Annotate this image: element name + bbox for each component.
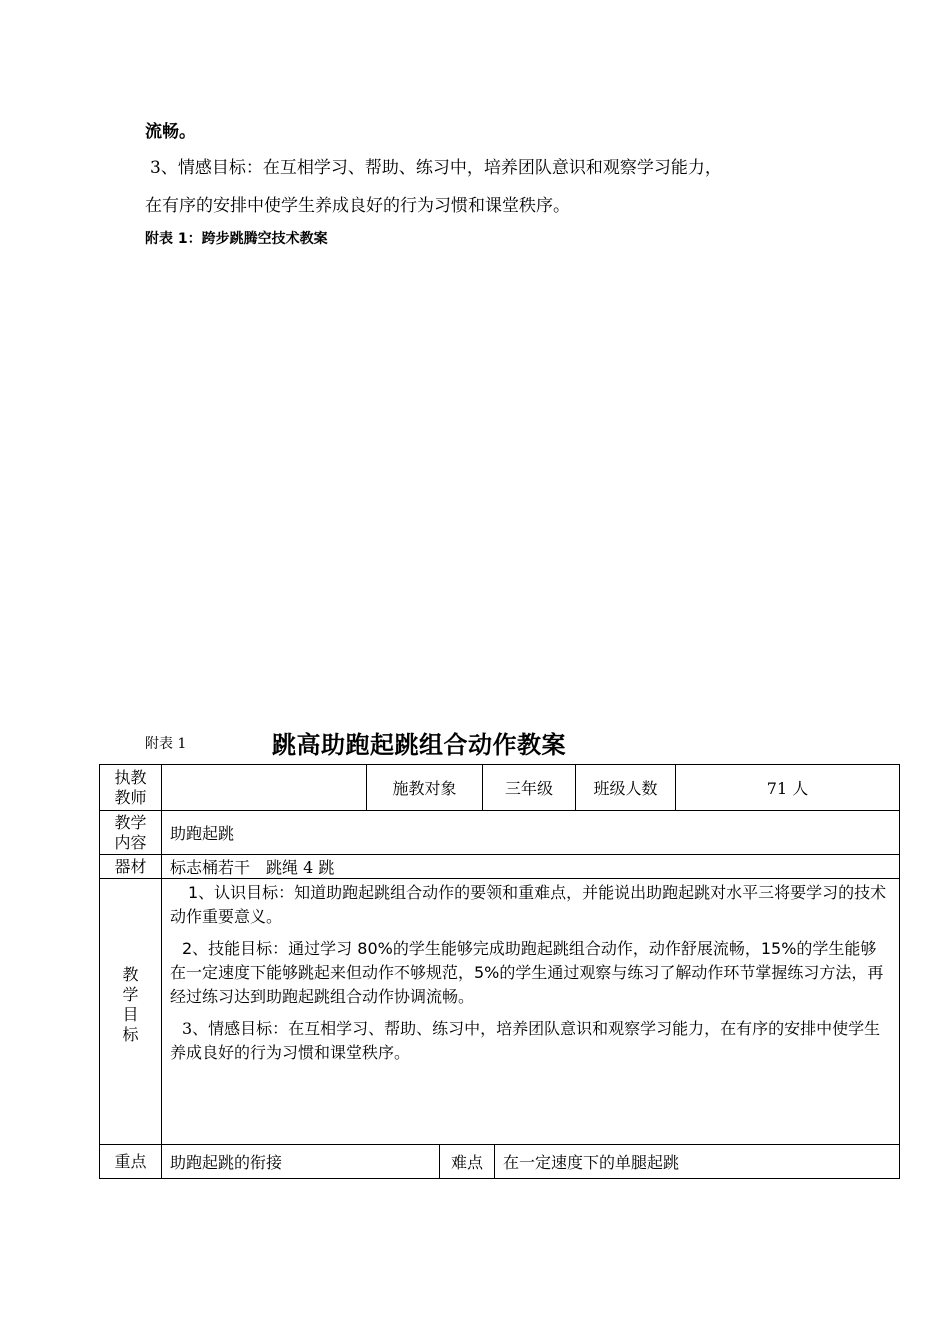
- goals-value-cell: [162, 879, 899, 1144]
- intro-line-2: 3、情感目标：在互相学习、帮助、练习中，培养团队意识和观察学习能力，: [150, 158, 722, 178]
- class-size-label-cell: 班级人数: [576, 765, 676, 810]
- table-row-teacher: [100, 765, 899, 811]
- goal-skill: 2、技能目标：通过学习 80%的学生能够完成助跑起跳组合动作，动作舒展流畅，15%的学生能够在一定速度下能够跳起来但动作不够规范，5%的学生通过观察与练习了解动作环节掌握练习方法，再经过练习达到助跑起跳组合动作协调流畅。: [170, 939, 884, 1006]
- table-title: 跳高助跑起跳组合动作教案: [272, 731, 566, 759]
- appendix-heading: 附表 1：跨步跳腾空技术教案: [145, 231, 328, 247]
- goals-label-char-1: 教: [122, 965, 139, 984]
- goal-cognitive: 1、认识目标：知道助跑起跳组合动作的要领和重难点，并能说出助跑起跳对水平三将要学习的技术动作重要意义。: [170, 883, 887, 926]
- key-label-cell: 重点: [100, 1145, 162, 1178]
- content-label-line-1: 教学: [114, 812, 147, 832]
- content-value-cell: 助跑起跳: [170, 824, 235, 843]
- goals-label-char-2: 学: [122, 985, 139, 1004]
- goals-label-cell: [100, 879, 162, 1144]
- difficulty-label-cell: 难点: [440, 1145, 495, 1178]
- target-value-cell: 三年级: [483, 765, 576, 810]
- goals-label-char-4: 标: [122, 1025, 139, 1044]
- class-size-value-cell: 71 人: [766, 779, 809, 798]
- key-value-cell: 助跑起跳的衔接: [162, 1145, 440, 1178]
- goal-affective: 3、情感目标：在互相学习、帮助、练习中，培养团队意识和观察学习能力，在有序的安排中使学生养成良好的行为习惯和课堂秩序。: [170, 1019, 881, 1062]
- content-label-cell: [100, 811, 162, 854]
- table-row-content: [100, 811, 899, 855]
- content-label-line-2: 内容: [114, 832, 147, 852]
- difficulty-value-cell: 在一定速度下的单腿起跳: [503, 1153, 680, 1172]
- lesson-plan-table: [99, 764, 900, 1179]
- teacher-label-line-2: 教师: [114, 787, 147, 807]
- teacher-label-line-1: 执教: [114, 767, 147, 787]
- table-row-key-points: [100, 1145, 899, 1178]
- appendix-label: 附表 1: [145, 736, 187, 752]
- equipment-label-cell: 器材: [100, 855, 162, 878]
- intro-line-3: 在有序的安排中使学生养成良好的行为习惯和课堂秩序。: [145, 196, 570, 216]
- goals-text-block: [162, 879, 899, 1073]
- target-label-cell: 施教对象: [367, 765, 483, 810]
- intro-line-1: 流畅。: [145, 122, 196, 142]
- teacher-value-cell: [162, 765, 367, 810]
- equipment-value-cell: 标志桶若干 跳绳 4 跳: [170, 858, 335, 877]
- teacher-label-cell: [100, 765, 162, 810]
- table-row-goals: [100, 879, 899, 1145]
- table-row-equipment: [100, 855, 899, 879]
- goals-label-char-3: 目: [122, 1005, 139, 1024]
